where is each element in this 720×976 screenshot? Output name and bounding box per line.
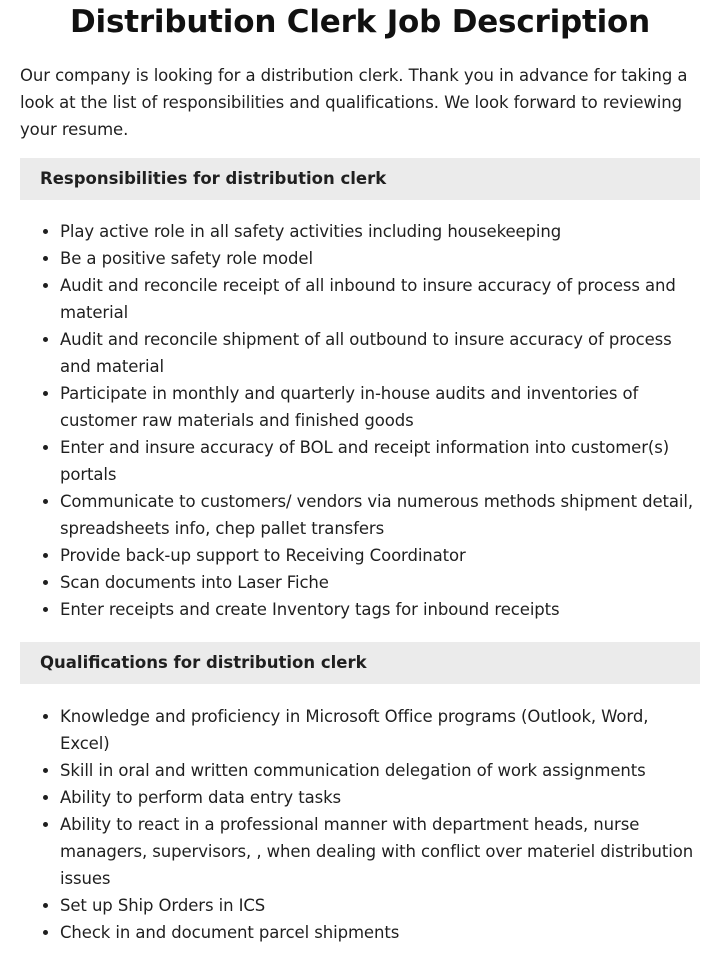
qualifications-heading: Qualifications for distribution clerk	[20, 642, 700, 684]
list-item: • Ability to perform data entry tasks	[60, 784, 700, 811]
list-item: • Provide back-up support to Receiving Coordinator	[60, 542, 700, 569]
list-item: • Participate in monthly and quarterly in-house audits and inventories of customer raw materials and finished goods	[60, 380, 700, 434]
page-title: Distribution Clerk Job Description	[69, 4, 651, 40]
intro-paragraph: Our company is looking for a distribution clerk. Thank you in advance for taking a look at the list of responsibilities and qualifications. We look forward to reviewing your resume.	[20, 66, 688, 139]
list-item: • Play active role in all safety activities including housekeeping	[60, 218, 700, 245]
list-item: • Enter and insure accuracy of BOL and receipt information into customer(s) portals	[60, 434, 700, 488]
list-item: • Scan documents into Laser Fiche	[60, 569, 700, 596]
responsibilities-heading: Responsibilities for distribution clerk	[20, 158, 700, 200]
list-item: • Be a positive safety role model	[60, 245, 700, 272]
list-item: • Enter receipts and create Inventory tags for inbound receipts	[60, 596, 700, 623]
list-item: • Audit and reconcile shipment of all outbound to insure accuracy of process and material	[60, 326, 700, 380]
responsibilities-list	[20, 218, 700, 623]
list-item: • Ability to react in a professional manner with department heads, nurse managers, supervisors, , when dealing with conflict over materiel distribution issues	[60, 811, 700, 892]
list-item: • Set up Ship Orders in ICS	[60, 892, 700, 919]
list-item: • Knowledge and proficiency in Microsoft Office programs (Outlook, Word, Excel)	[60, 703, 700, 757]
list-item: • Skill in oral and written communication delegation of work assignments	[60, 757, 700, 784]
list-item: • Check in and document parcel shipments	[60, 919, 700, 946]
list-item: • Communicate to customers/ vendors via numerous methods shipment detail, spreadsheets info, chep pallet transfers	[60, 488, 700, 542]
list-item: • Audit and reconcile receipt of all inbound to insure accuracy of process and material	[60, 272, 700, 326]
qualifications-list	[20, 703, 700, 946]
